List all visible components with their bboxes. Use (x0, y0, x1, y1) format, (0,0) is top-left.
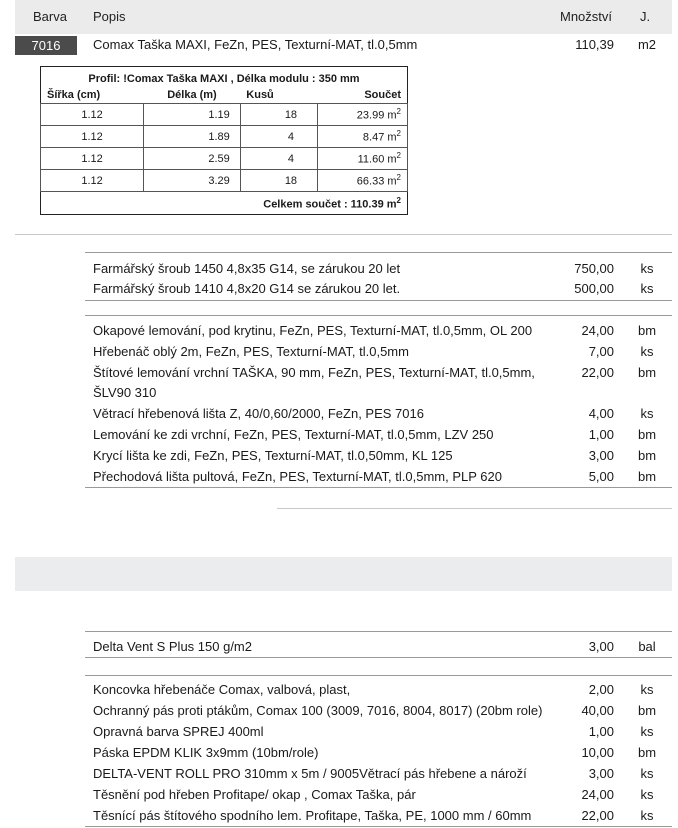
profile-cell: 1.12 (41, 126, 144, 148)
list-item-quantity: 40,00 (581, 703, 614, 718)
list-item-unit: ks (640, 344, 654, 359)
list-item-description: Lemování ke zdi vrchní, FeZn, PES, Texturní-MAT, tl.0,5mm, LZV 250 (93, 427, 494, 442)
list-item-quantity: 24,00 (581, 323, 614, 338)
divider (85, 252, 672, 253)
list-item-description: Delta Vent S Plus 150 g/m2 (93, 639, 252, 654)
profile-col-width: Šířka (cm) (47, 89, 101, 101)
table-row (41, 104, 408, 126)
list-item-description: Štítové lemování vrchní TAŠKA, 90 mm, FeZn, PES, Texturní-MAT, tl.0,5mm, (93, 365, 535, 380)
profile-cell: 3.29 (144, 170, 241, 192)
list-item-unit: ks (640, 808, 654, 823)
profile-title: Profil: !Comax Taška MAXI , Délka modulu : 350 mm (88, 72, 360, 85)
list-item-unit: ks (640, 261, 654, 276)
header-quantity: Množství (560, 9, 613, 24)
list-item-quantity: 3,00 (588, 448, 614, 463)
list-item-unit: ks (640, 406, 654, 421)
list-item-description: Hřebenáč oblý 2m, FeZn, PES, Texturní-MAT, tl.0,5mm (93, 344, 409, 359)
profile-cell: 66.33 $m^2$ (318, 170, 408, 192)
list-item-quantity: 3,00 (588, 766, 614, 781)
divider (277, 508, 672, 509)
list-item-description: Koncovka hřebenáče Comax, valbová, plast, (93, 682, 351, 697)
divider (85, 657, 672, 658)
list-item-description: Farmářský šroub 1410 4,8x20 G14 se zárukou 20 let. (93, 281, 401, 296)
header-description: Popis (93, 9, 126, 24)
profile-col-sum: Součet (364, 89, 401, 101)
divider (85, 631, 672, 632)
list-item-unit: ks (640, 682, 654, 697)
profile-total: Celkem součet : 110.39 $m^2$ (41, 192, 408, 215)
list-item-quantity: 7,00 (588, 344, 614, 359)
list-item-description: Těsnění pod hřeben Profitape/ okap , Comax Taška, pár (93, 787, 416, 802)
list-item-unit: ks (640, 787, 654, 802)
profile-cell: 1.19 (144, 104, 241, 126)
list-item-quantity: 750,00 (574, 261, 614, 276)
table-row (41, 148, 408, 170)
list-item-description: Krycí lišta ke zdi, FeZn, PES, Texturní-MAT, tl.0,50mm, KL 125 (93, 448, 453, 463)
list-item-description: DELTA-VENT ROLL PRO 310mm x 5m / 9005Větrací pás hřebene a nároží (93, 766, 527, 781)
list-item-unit: bm (637, 323, 657, 338)
list-item-quantity: 1,00 (588, 724, 614, 739)
list-item-unit: ks (640, 281, 654, 296)
list-item-quantity: 5,00 (588, 469, 614, 484)
profile-cell: 11.60 $m^2$ (318, 148, 408, 170)
profile-cell: 1.12 (41, 104, 144, 126)
list-item-quantity: 1,00 (588, 427, 614, 442)
list-item-unit: bm (637, 745, 657, 760)
list-item-quantity: 4,00 (588, 406, 614, 421)
list-item-description: Těsnící pás štítového spodního lem. Profitape, Taška, PE, 1000 mm / 60mm (93, 808, 532, 823)
divider (15, 234, 672, 235)
list-item-unit: ks (640, 766, 654, 781)
profile-cell: 23.99 $m^2$ (318, 104, 408, 126)
profile-cell: 4 (240, 126, 317, 148)
list-item-quantity: 500,00 (574, 281, 614, 296)
profile-cell: 4 (240, 148, 317, 170)
header-unit: J. (640, 9, 651, 24)
divider (85, 826, 672, 827)
profile-cell: 1.12 (41, 170, 144, 192)
list-item-unit: bm (637, 448, 657, 463)
profile-cell: 18 (240, 104, 317, 126)
list-item-description: Ochranný pás proti ptákům, Comax 100 (3009, 7016, 8004, 8017) (20bm role) (93, 703, 543, 718)
main-item-description: Comax Taška MAXI, FeZn, PES, Texturní-MAT, tl.0,5mm (93, 37, 418, 52)
list-item-unit: bal (638, 639, 656, 654)
main-item-quantity: 110,39 (575, 37, 614, 52)
list-item-quantity: 22,00 (581, 365, 614, 380)
table-row (41, 170, 408, 192)
list-item-unit: bm (637, 469, 657, 484)
list-item-quantity: 24,00 (581, 787, 614, 802)
table-row (41, 126, 408, 148)
main-item-unit: m2 (637, 37, 657, 52)
list-item-unit: bm (637, 703, 657, 718)
section-separator (15, 557, 672, 591)
divider (85, 300, 672, 301)
divider (85, 487, 672, 488)
list-item-description: Okapové lemování, pod krytinu, FeZn, PES, Texturní-MAT, tl.0,5mm, OL 200 (93, 323, 533, 338)
list-item-description: Farmářský šroub 1450 4,8x35 G14, se zárukou 20 let (93, 261, 401, 276)
color-badge: 7016 (15, 36, 77, 55)
list-item-quantity: 10,00 (581, 745, 614, 760)
header-color: Barva (33, 9, 67, 24)
profile-cell: 8.47 $m^2$ (318, 126, 408, 148)
profile-cell: 1.89 (144, 126, 241, 148)
list-item-unit: bm (637, 427, 657, 442)
list-item-description: Větrací hřebenová lišta Z, 40/0,60/2000, FeZn, PES 7016 (93, 406, 424, 421)
list-item-description: Přechodová lišta pultová, FeZn, PES, Texturní-MAT, tl.0,5mm, PLP 620 (93, 469, 502, 484)
divider (85, 675, 672, 676)
list-item-description: Páska EPDM KLIK 3x9mm (10bm/role) (93, 745, 319, 760)
list-item-quantity: 22,00 (581, 808, 614, 823)
list-item-description-continued: ŠLV90 310 (93, 385, 157, 400)
profile-cell: 1.12 (41, 148, 144, 170)
list-item-unit: ks (640, 724, 654, 739)
divider (85, 315, 672, 316)
profile-col-length: Délka (m) (167, 89, 217, 101)
list-item-quantity: 2,00 (588, 682, 614, 697)
profile-table (40, 66, 408, 215)
list-item-quantity: 3,00 (588, 639, 614, 654)
list-item-unit: bm (637, 365, 657, 380)
profile-col-pieces: Kusů (246, 89, 274, 101)
profile-cell: 18 (240, 170, 317, 192)
list-item-description: Opravná barva SPREJ 400ml (93, 724, 264, 739)
profile-cell: 2.59 (144, 148, 241, 170)
